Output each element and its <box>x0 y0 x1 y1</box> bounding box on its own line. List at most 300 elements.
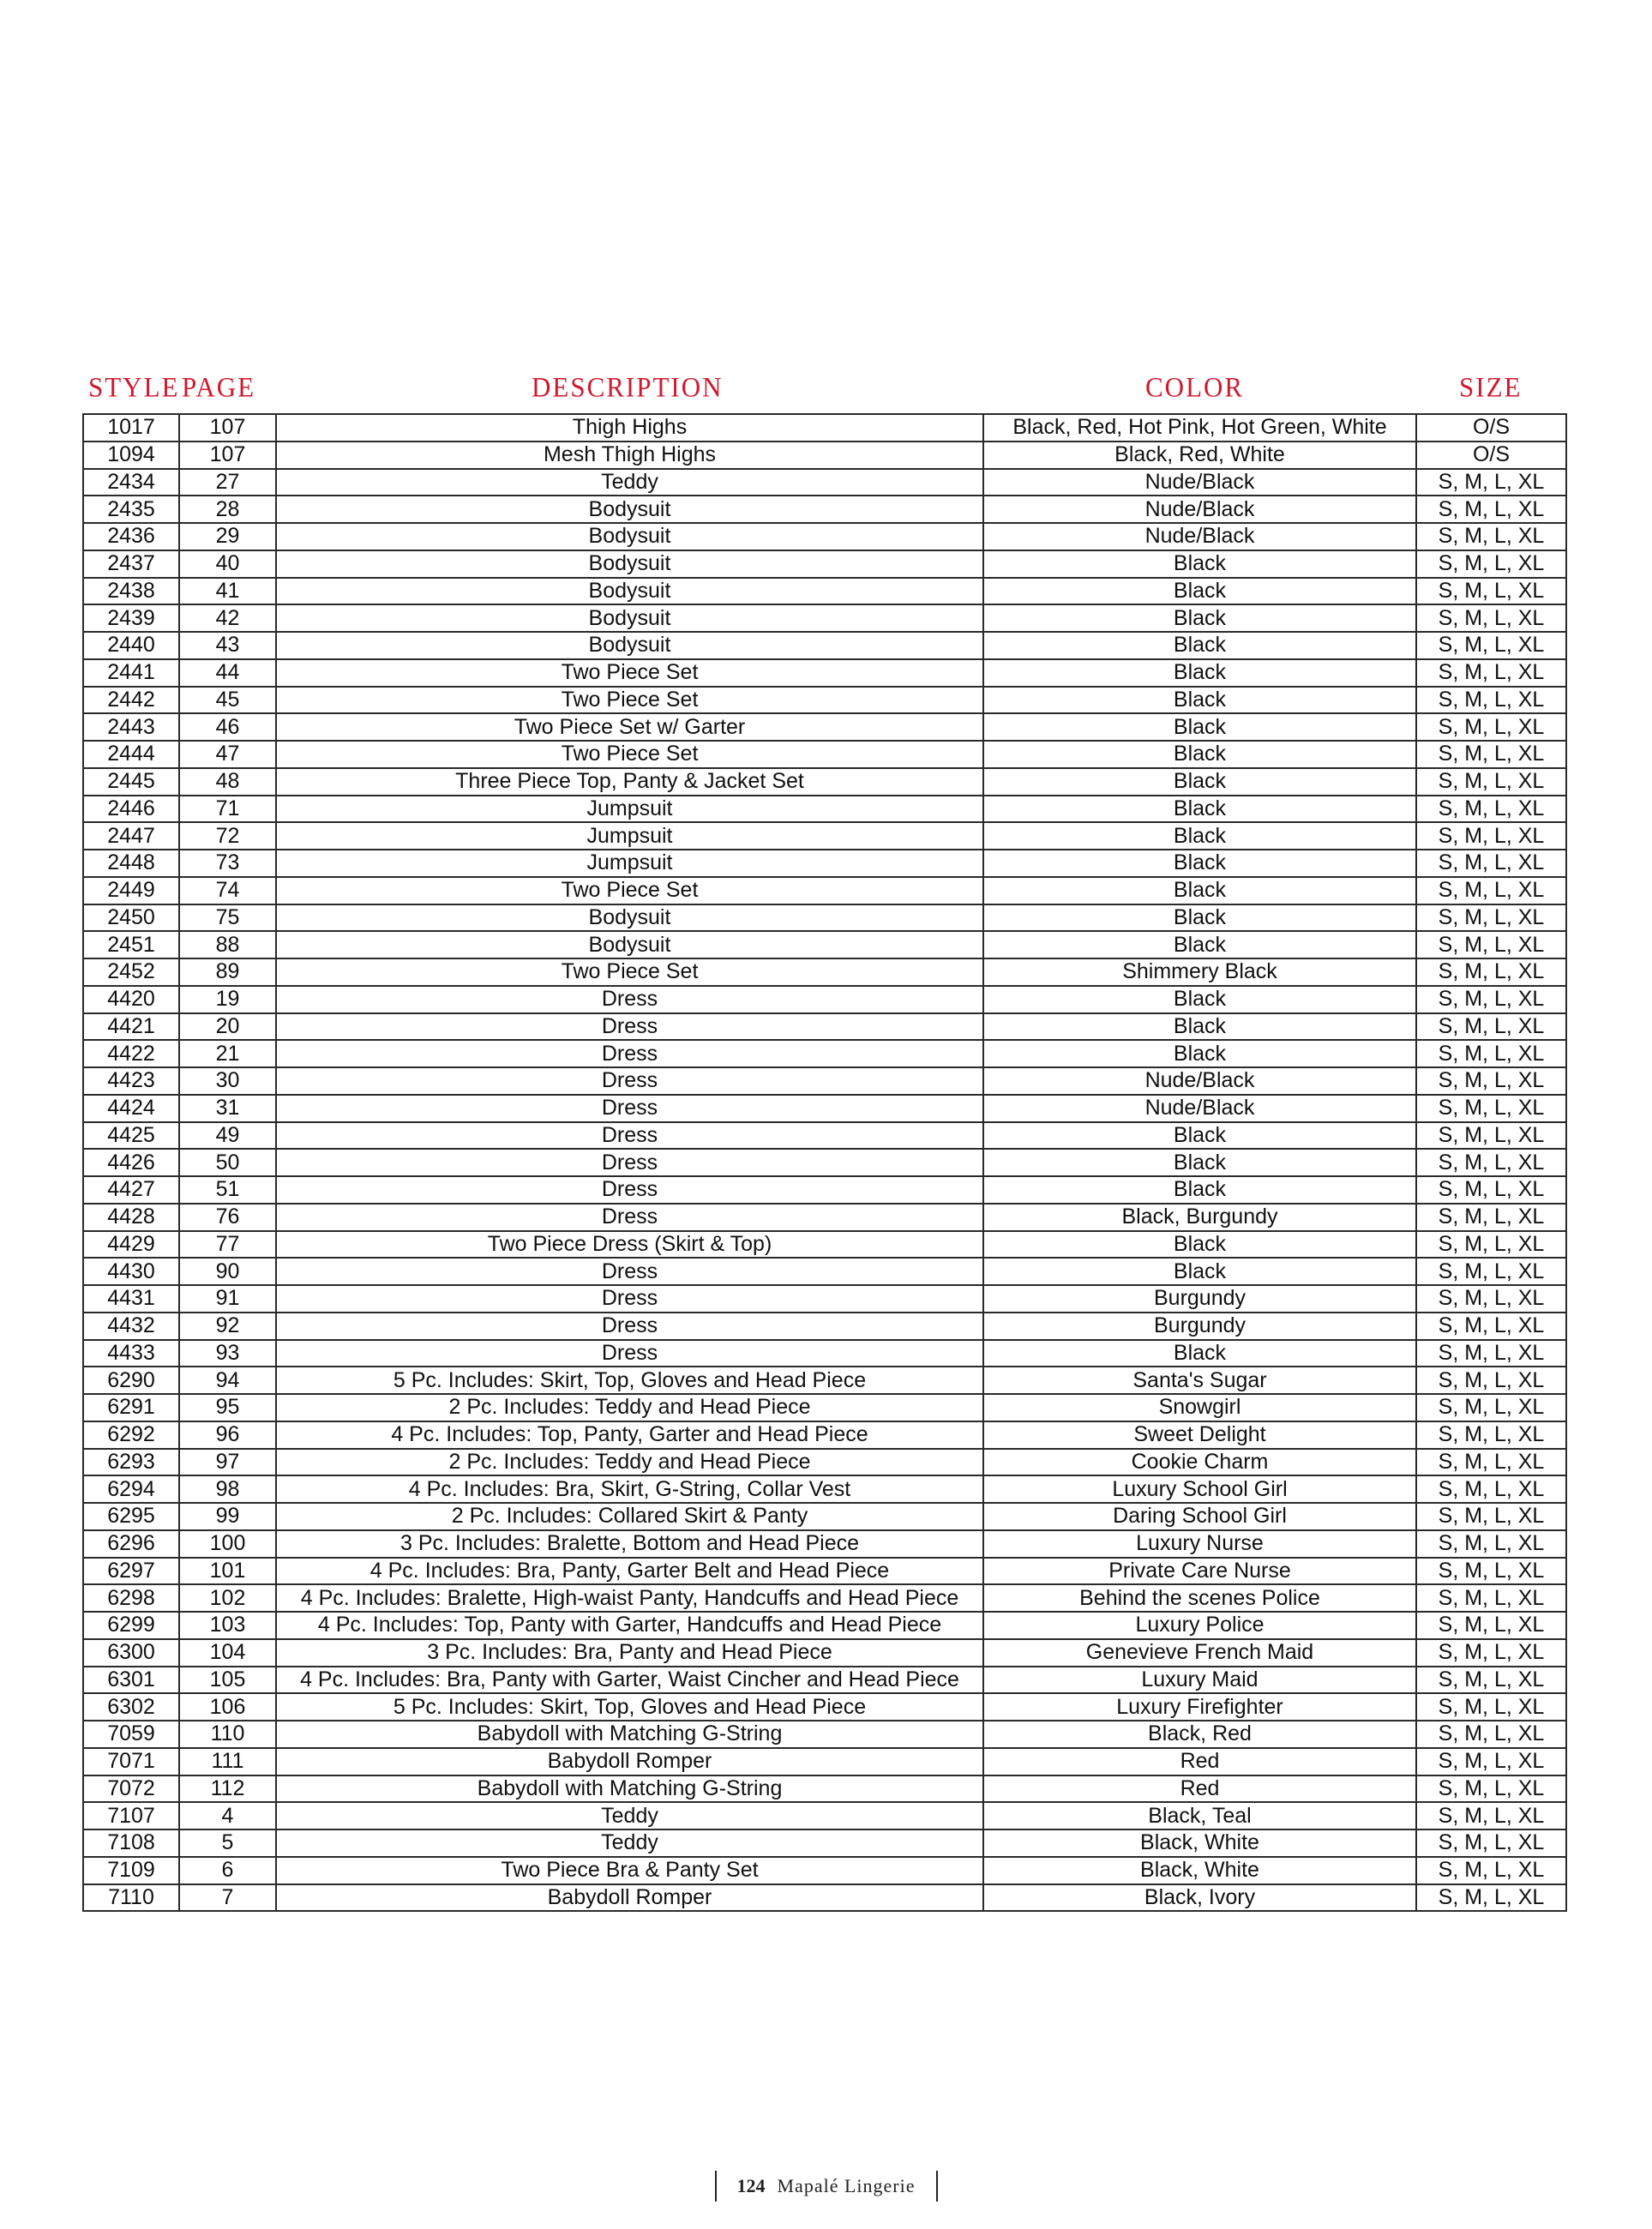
table-row <box>83 1367 1566 1394</box>
description-cell: 4 Pc. Includes: Bra, Skirt, G-String, Collar Vest <box>276 1475 983 1503</box>
description-cell: Dress <box>276 1122 983 1150</box>
page-cell: 50 <box>179 1149 276 1176</box>
size-cell: S, M, L, XL <box>1416 741 1566 768</box>
description-cell: Teddy <box>276 469 983 496</box>
table-row <box>83 1639 1566 1667</box>
description-cell: Bodysuit <box>276 604 983 632</box>
color-cell: Black <box>983 796 1416 823</box>
page-cell: 112 <box>179 1775 276 1803</box>
description-cell: Babydoll with Matching G-String <box>276 1721 983 1748</box>
page-number: 124 <box>736 2175 766 2196</box>
page-cell: 46 <box>179 713 276 741</box>
color-cell: Black <box>983 1149 1416 1176</box>
table-row <box>83 523 1566 550</box>
page-cell: 43 <box>179 632 276 659</box>
description-cell: Dress <box>276 1176 983 1204</box>
page-cell: 75 <box>179 904 276 932</box>
description-cell: Dress <box>276 1013 983 1041</box>
style-cell: 2440 <box>83 632 179 659</box>
color-cell: Snowgirl <box>983 1394 1416 1421</box>
page-cell: 40 <box>179 550 276 578</box>
page-cell: 106 <box>179 1693 276 1721</box>
size-cell: S, M, L, XL <box>1416 1204 1566 1231</box>
table-row <box>83 1122 1566 1150</box>
description-cell: Bodysuit <box>276 496 983 523</box>
page-cell: 49 <box>179 1122 276 1150</box>
page-cell: 51 <box>179 1176 276 1204</box>
style-cell: 6290 <box>83 1367 179 1394</box>
size-cell: S, M, L, XL <box>1416 1421 1566 1449</box>
size-cell: S, M, L, XL <box>1416 1095 1566 1122</box>
size-cell: S, M, L, XL <box>1416 822 1566 850</box>
color-cell: Black <box>983 632 1416 659</box>
description-cell: Teddy <box>276 1829 983 1857</box>
table-row <box>83 741 1566 768</box>
color-cell: Luxury Police <box>983 1612 1416 1639</box>
page-cell: 74 <box>179 877 276 904</box>
description-cell: Bodysuit <box>276 523 983 550</box>
style-cell: 2444 <box>83 741 179 768</box>
color-cell: Black <box>983 713 1416 741</box>
style-cell: 2443 <box>83 713 179 741</box>
size-cell: S, M, L, XL <box>1416 1176 1566 1204</box>
description-cell: Dress <box>276 986 983 1013</box>
style-cell: 6300 <box>83 1639 179 1667</box>
description-cell: 2 Pc. Includes: Teddy and Head Piece <box>276 1394 983 1421</box>
page-cell: 107 <box>179 414 276 442</box>
color-cell: Black, White <box>983 1857 1416 1884</box>
style-cell: 2448 <box>83 850 179 877</box>
style-cell: 7109 <box>83 1857 179 1884</box>
size-cell: S, M, L, XL <box>1416 1693 1566 1721</box>
color-cell: Burgundy <box>983 1285 1416 1313</box>
description-cell: Jumpsuit <box>276 850 983 877</box>
style-cell: 2436 <box>83 523 179 550</box>
description-cell: Two Piece Set <box>276 741 983 768</box>
table-row <box>83 1829 1566 1857</box>
page-cell: 45 <box>179 687 276 714</box>
size-cell: O/S <box>1416 414 1566 442</box>
table-row <box>83 1231 1566 1259</box>
description-cell: Two Piece Set <box>276 687 983 714</box>
description-cell: 4 Pc. Includes: Top, Panty with Garter, Handcuffs and Head Piece <box>276 1612 983 1639</box>
description-cell: Two Piece Bra & Panty Set <box>276 1857 983 1884</box>
size-cell: S, M, L, XL <box>1416 1340 1566 1367</box>
color-cell: Luxury Maid <box>983 1667 1416 1694</box>
description-cell: 2 Pc. Includes: Collared Skirt & Panty <box>276 1503 983 1530</box>
style-cell: 6294 <box>83 1475 179 1503</box>
size-cell: S, M, L, XL <box>1416 1884 1566 1912</box>
description-cell: 2 Pc. Includes: Teddy and Head Piece <box>276 1449 983 1476</box>
page-cell: 90 <box>179 1258 276 1285</box>
size-cell: S, M, L, XL <box>1416 1394 1566 1421</box>
color-cell: Black <box>983 877 1416 904</box>
table-row <box>83 1258 1566 1285</box>
description-cell: 3 Pc. Includes: Bralette, Bottom and Head Piece <box>276 1530 983 1558</box>
table-row <box>83 1667 1566 1694</box>
size-cell: S, M, L, XL <box>1416 578 1566 605</box>
table-row <box>83 931 1566 958</box>
color-cell: Black, Red, White <box>983 442 1416 469</box>
size-cell: S, M, L, XL <box>1416 958 1566 986</box>
description-cell: 5 Pc. Includes: Skirt, Top, Gloves and Head Piece <box>276 1367 983 1394</box>
table-row <box>83 1067 1566 1095</box>
table-row <box>83 578 1566 605</box>
description-cell: Jumpsuit <box>276 822 983 850</box>
style-cell: 4427 <box>83 1176 179 1204</box>
description-cell: Dress <box>276 1040 983 1067</box>
table-row <box>83 796 1566 823</box>
size-cell: S, M, L, XL <box>1416 768 1566 796</box>
table-row <box>83 1884 1566 1912</box>
style-cell: 6292 <box>83 1421 179 1449</box>
table-row <box>83 986 1566 1013</box>
page-cell: 92 <box>179 1313 276 1340</box>
size-cell: S, M, L, XL <box>1416 1503 1566 1530</box>
page-cell: 31 <box>179 1095 276 1122</box>
style-cell: 6297 <box>83 1558 179 1585</box>
style-cell: 4423 <box>83 1067 179 1095</box>
color-cell: Black, Teal <box>983 1802 1416 1829</box>
style-cell: 1017 <box>83 414 179 442</box>
table-row <box>83 659 1566 687</box>
color-cell: Black <box>983 986 1416 1013</box>
table-row <box>83 1693 1566 1721</box>
style-cell: 4424 <box>83 1095 179 1122</box>
description-cell: Two Piece Set <box>276 877 983 904</box>
page-cell: 29 <box>179 523 276 550</box>
size-cell: S, M, L, XL <box>1416 1285 1566 1313</box>
header-description: DESCRIPTION <box>532 371 724 403</box>
color-cell: Red <box>983 1748 1416 1775</box>
table-row <box>83 1285 1566 1313</box>
color-cell: Nude/Black <box>983 1067 1416 1095</box>
table-row <box>83 768 1566 796</box>
table-row <box>83 550 1566 578</box>
table-row <box>83 877 1566 904</box>
color-cell: Black <box>983 741 1416 768</box>
size-cell: S, M, L, XL <box>1416 496 1566 523</box>
page-cell: 5 <box>179 1829 276 1857</box>
size-cell: S, M, L, XL <box>1416 1231 1566 1259</box>
description-cell: Babydoll with Matching G-String <box>276 1775 983 1803</box>
color-cell: Nude/Black <box>983 1095 1416 1122</box>
page-cell: 20 <box>179 1013 276 1041</box>
color-cell: Red <box>983 1775 1416 1803</box>
page-cell: 71 <box>179 796 276 823</box>
description-cell: Thigh Highs <box>276 414 983 442</box>
color-cell: Nude/Black <box>983 523 1416 550</box>
color-cell: Nude/Black <box>983 496 1416 523</box>
page-cell: 91 <box>179 1285 276 1313</box>
page-cell: 21 <box>179 1040 276 1067</box>
style-cell: 2441 <box>83 659 179 687</box>
page-cell: 48 <box>179 768 276 796</box>
size-cell: S, M, L, XL <box>1416 850 1566 877</box>
description-cell: Dress <box>276 1149 983 1176</box>
table-row <box>83 1775 1566 1803</box>
description-cell: Two Piece Dress (Skirt & Top) <box>276 1231 983 1259</box>
style-cell: 4429 <box>83 1231 179 1259</box>
style-cell: 4422 <box>83 1040 179 1067</box>
page-cell: 30 <box>179 1067 276 1095</box>
style-cell: 2439 <box>83 604 179 632</box>
page-cell: 99 <box>179 1503 276 1530</box>
table-row <box>83 442 1566 469</box>
color-cell: Luxury School Girl <box>983 1475 1416 1503</box>
page-cell: 94 <box>179 1367 276 1394</box>
size-cell: S, M, L, XL <box>1416 1775 1566 1803</box>
page-cell: 110 <box>179 1721 276 1748</box>
style-cell: 7071 <box>83 1748 179 1775</box>
style-cell: 4430 <box>83 1258 179 1285</box>
description-cell: Two Piece Set w/ Garter <box>276 713 983 741</box>
color-cell: Behind the scenes Police <box>983 1584 1416 1612</box>
header-style: STYLE <box>88 371 180 403</box>
description-cell: Dress <box>276 1067 983 1095</box>
style-cell: 6301 <box>83 1667 179 1694</box>
color-cell: Black <box>983 1013 1416 1041</box>
catalog-table <box>82 413 1567 1912</box>
page-cell: 96 <box>179 1421 276 1449</box>
size-cell: S, M, L, XL <box>1416 1475 1566 1503</box>
style-cell: 1094 <box>83 442 179 469</box>
color-cell: Burgundy <box>983 1313 1416 1340</box>
brand-name: Mapalé Lingerie <box>777 2175 916 2196</box>
color-cell: Genevieve French Maid <box>983 1639 1416 1667</box>
page-cell: 100 <box>179 1530 276 1558</box>
size-cell: O/S <box>1416 442 1566 469</box>
color-cell: Black <box>983 550 1416 578</box>
color-cell: Black, Red <box>983 1721 1416 1748</box>
size-cell: S, M, L, XL <box>1416 1584 1566 1612</box>
size-cell: S, M, L, XL <box>1416 877 1566 904</box>
page-cell: 93 <box>179 1340 276 1367</box>
color-cell: Black, Red, Hot Pink, Hot Green, White <box>983 414 1416 442</box>
table-row <box>83 1857 1566 1884</box>
style-cell: 7059 <box>83 1721 179 1748</box>
description-cell: Dress <box>276 1313 983 1340</box>
size-cell: S, M, L, XL <box>1416 1149 1566 1176</box>
table-row <box>83 1503 1566 1530</box>
description-cell: Dress <box>276 1204 983 1231</box>
style-cell: 4428 <box>83 1204 179 1231</box>
header-size: SIZE <box>1459 371 1523 403</box>
table-row <box>83 1612 1566 1639</box>
color-cell: Sweet Delight <box>983 1421 1416 1449</box>
color-cell: Luxury Firefighter <box>983 1693 1416 1721</box>
page-cell: 42 <box>179 604 276 632</box>
page-cell: 89 <box>179 958 276 986</box>
style-cell: 4426 <box>83 1149 179 1176</box>
color-cell: Black <box>983 931 1416 958</box>
page-cell: 107 <box>179 442 276 469</box>
table-row <box>83 632 1566 659</box>
color-cell: Black <box>983 1040 1416 1067</box>
page-cell: 98 <box>179 1475 276 1503</box>
table-row <box>83 713 1566 741</box>
footer-divider-left <box>715 2171 717 2202</box>
table-row <box>83 414 1566 442</box>
style-cell: 6302 <box>83 1693 179 1721</box>
size-cell: S, M, L, XL <box>1416 1639 1566 1667</box>
size-cell: S, M, L, XL <box>1416 469 1566 496</box>
page-cell: 103 <box>179 1612 276 1639</box>
table-row <box>83 1394 1566 1421</box>
style-cell: 2450 <box>83 904 179 932</box>
page-cell: 4 <box>179 1802 276 1829</box>
size-cell: S, M, L, XL <box>1416 1013 1566 1041</box>
description-cell: Dress <box>276 1340 983 1367</box>
size-cell: S, M, L, XL <box>1416 1067 1566 1095</box>
table-header-row <box>82 372 1565 415</box>
size-cell: S, M, L, XL <box>1416 632 1566 659</box>
size-cell: S, M, L, XL <box>1416 659 1566 687</box>
table-row <box>83 1530 1566 1558</box>
size-cell: S, M, L, XL <box>1416 1748 1566 1775</box>
description-cell: 3 Pc. Includes: Bra, Panty and Head Piece <box>276 1639 983 1667</box>
style-cell: 6291 <box>83 1394 179 1421</box>
style-cell: 2438 <box>83 578 179 605</box>
table-row <box>83 1340 1566 1367</box>
table-row <box>83 1421 1566 1449</box>
catalog-table-body <box>83 414 1566 1911</box>
size-cell: S, M, L, XL <box>1416 796 1566 823</box>
color-cell: Black <box>983 768 1416 796</box>
color-cell: Black <box>983 1258 1416 1285</box>
color-cell: Black <box>983 604 1416 632</box>
table-row <box>83 822 1566 850</box>
description-cell: 4 Pc. Includes: Bra, Panty with Garter, Waist Cincher and Head Piece <box>276 1667 983 1694</box>
size-cell: S, M, L, XL <box>1416 1667 1566 1694</box>
footer-divider-right <box>936 2171 938 2202</box>
table-row <box>83 496 1566 523</box>
page-cell: 44 <box>179 659 276 687</box>
table-row <box>83 1721 1566 1748</box>
table-row <box>83 1176 1566 1204</box>
page-cell: 77 <box>179 1231 276 1259</box>
size-cell: S, M, L, XL <box>1416 1367 1566 1394</box>
style-cell: 2435 <box>83 496 179 523</box>
table-row <box>83 904 1566 932</box>
style-cell: 2446 <box>83 796 179 823</box>
style-cell: 4431 <box>83 1285 179 1313</box>
page-cell: 19 <box>179 986 276 1013</box>
color-cell: Black <box>983 578 1416 605</box>
color-cell: Black <box>983 850 1416 877</box>
style-cell: 2445 <box>83 768 179 796</box>
description-cell: Three Piece Top, Panty & Jacket Set <box>276 768 983 796</box>
style-cell: 4432 <box>83 1313 179 1340</box>
table-row <box>83 1013 1566 1041</box>
size-cell: S, M, L, XL <box>1416 523 1566 550</box>
page-cell: 105 <box>179 1667 276 1694</box>
table-row <box>83 1748 1566 1775</box>
description-cell: Bodysuit <box>276 632 983 659</box>
table-row <box>83 1313 1566 1340</box>
color-cell: Black, White <box>983 1829 1416 1857</box>
color-cell: Black <box>983 1231 1416 1259</box>
size-cell: S, M, L, XL <box>1416 904 1566 932</box>
style-cell: 2434 <box>83 469 179 496</box>
page-cell: 101 <box>179 1558 276 1585</box>
color-cell: Black <box>983 687 1416 714</box>
footer-label <box>715 2171 938 2202</box>
size-cell: S, M, L, XL <box>1416 1721 1566 1748</box>
page-cell: 6 <box>179 1857 276 1884</box>
page-cell: 28 <box>179 496 276 523</box>
style-cell: 2442 <box>83 687 179 714</box>
page-cell: 97 <box>179 1449 276 1476</box>
table-row <box>83 958 1566 986</box>
description-cell: Bodysuit <box>276 550 983 578</box>
description-cell: Bodysuit <box>276 904 983 932</box>
description-cell: Babydoll Romper <box>276 1884 983 1912</box>
size-cell: S, M, L, XL <box>1416 986 1566 1013</box>
table-row <box>83 469 1566 496</box>
page-cell: 41 <box>179 578 276 605</box>
size-cell: S, M, L, XL <box>1416 687 1566 714</box>
size-cell: S, M, L, XL <box>1416 1829 1566 1857</box>
style-cell: 4433 <box>83 1340 179 1367</box>
style-cell: 6293 <box>83 1449 179 1476</box>
page-cell: 102 <box>179 1584 276 1612</box>
page-cell: 76 <box>179 1204 276 1231</box>
size-cell: S, M, L, XL <box>1416 1530 1566 1558</box>
description-cell: 5 Pc. Includes: Skirt, Top, Gloves and Head Piece <box>276 1693 983 1721</box>
style-cell: 2451 <box>83 931 179 958</box>
color-cell: Black <box>983 822 1416 850</box>
table-row <box>83 687 1566 714</box>
color-cell: Santa's Sugar <box>983 1367 1416 1394</box>
color-cell: Luxury Nurse <box>983 1530 1416 1558</box>
table-row <box>83 1449 1566 1476</box>
table-row <box>83 1204 1566 1231</box>
page-cell: 73 <box>179 850 276 877</box>
style-cell: 4421 <box>83 1013 179 1041</box>
page-cell: 47 <box>179 741 276 768</box>
color-cell: Black <box>983 1122 1416 1150</box>
description-cell: Jumpsuit <box>276 796 983 823</box>
size-cell: S, M, L, XL <box>1416 1449 1566 1476</box>
description-cell: 4 Pc. Includes: Top, Panty, Garter and Head Piece <box>276 1421 983 1449</box>
style-cell: 4420 <box>83 986 179 1013</box>
color-cell: Daring School Girl <box>983 1503 1416 1530</box>
style-cell: 7072 <box>83 1775 179 1803</box>
style-cell: 6299 <box>83 1612 179 1639</box>
style-cell: 7110 <box>83 1884 179 1912</box>
page-cell: 95 <box>179 1394 276 1421</box>
header-page: PAGE <box>182 371 256 403</box>
size-cell: S, M, L, XL <box>1416 1802 1566 1829</box>
style-cell: 6295 <box>83 1503 179 1530</box>
size-cell: S, M, L, XL <box>1416 1040 1566 1067</box>
description-cell: 4 Pc. Includes: Bra, Panty, Garter Belt and Head Piece <box>276 1558 983 1585</box>
page-cell: 88 <box>179 931 276 958</box>
style-cell: 2437 <box>83 550 179 578</box>
header-color: COLOR <box>1145 371 1245 403</box>
style-cell: 2452 <box>83 958 179 986</box>
size-cell: S, M, L, XL <box>1416 604 1566 632</box>
description-cell: Dress <box>276 1095 983 1122</box>
color-cell: Black <box>983 904 1416 932</box>
description-cell: Bodysuit <box>276 931 983 958</box>
size-cell: S, M, L, XL <box>1416 1612 1566 1639</box>
style-cell: 6296 <box>83 1530 179 1558</box>
table-row <box>83 1475 1566 1503</box>
description-cell: Babydoll Romper <box>276 1748 983 1775</box>
size-cell: S, M, L, XL <box>1416 1857 1566 1884</box>
